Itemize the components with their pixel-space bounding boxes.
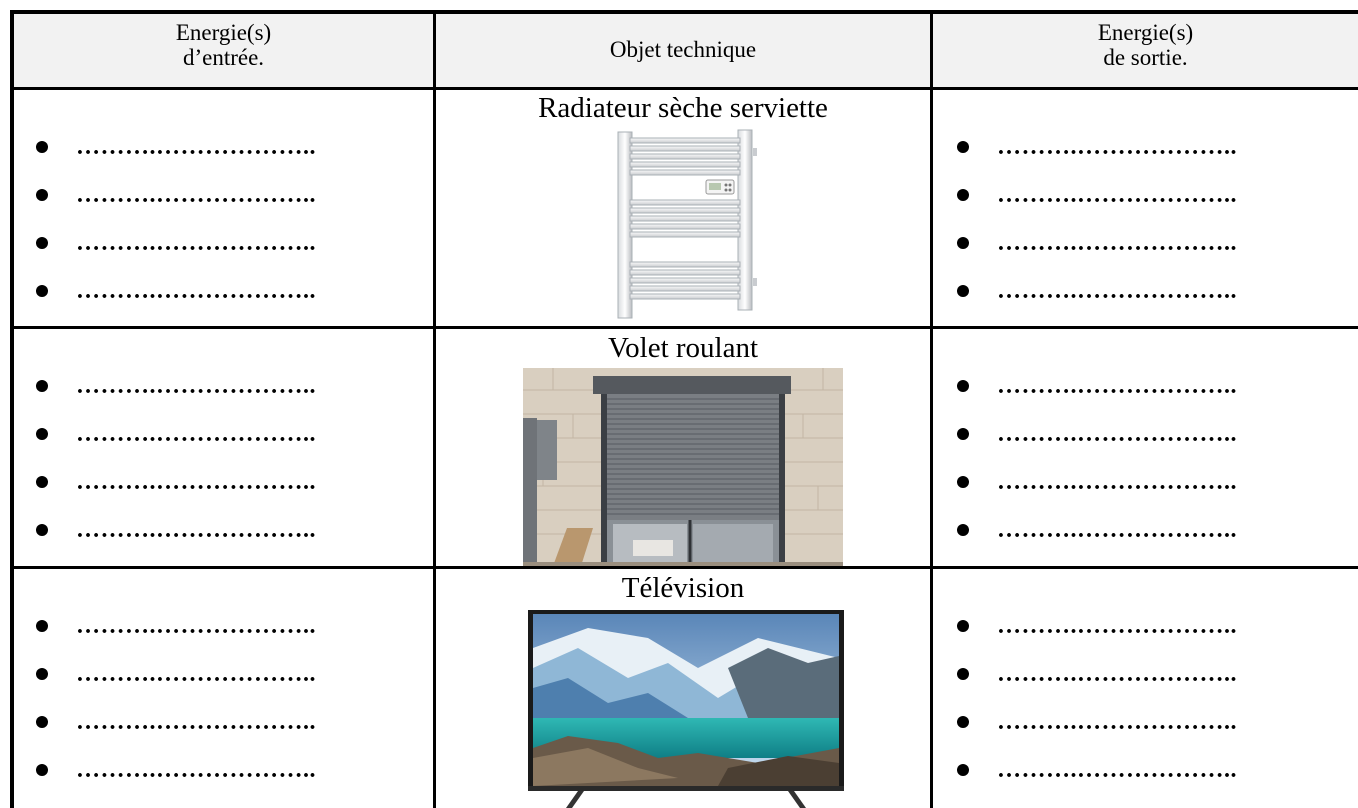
header-object	[436, 37, 930, 62]
bullet-icon	[957, 620, 969, 632]
bullet-icon	[36, 237, 48, 249]
answer-blank[interactable]: ……….………………..	[997, 517, 1237, 543]
bullet-icon	[957, 716, 969, 728]
row-divider	[10, 326, 1358, 329]
answer-blank[interactable]: ……….………………..	[76, 230, 316, 256]
answer-blank[interactable]: ……….………………..	[997, 757, 1237, 783]
roller-shutter-icon	[523, 368, 843, 566]
bullet-icon	[36, 476, 48, 488]
object-name: Volet roulant	[607, 332, 759, 364]
bullet-icon	[36, 668, 48, 680]
bullet-icon	[36, 716, 48, 728]
answer-blank[interactable]: ……….………………..	[76, 278, 316, 304]
answer-blank[interactable]: ……….………………..	[76, 757, 316, 783]
table-left-border	[10, 10, 14, 808]
bullet-icon	[36, 620, 48, 632]
header-input-energy	[14, 20, 433, 70]
header-input-subtitle: d’entrée.	[182, 45, 265, 70]
answer-blank[interactable]: ……….………………..	[997, 230, 1237, 256]
header-object-title: Objet technique	[609, 37, 757, 62]
bullet-icon	[957, 141, 969, 153]
bullet-icon	[957, 237, 969, 249]
answer-blank[interactable]: ……….………………..	[997, 661, 1237, 687]
header-output-subtitle: de sortie.	[1103, 45, 1188, 70]
bullet-icon	[957, 285, 969, 297]
column-divider	[433, 10, 436, 808]
header-output-title: Energie(s)	[1097, 20, 1194, 45]
bullet-icon	[36, 189, 48, 201]
bullet-icon	[957, 428, 969, 440]
answer-blank[interactable]: ……….………………..	[997, 182, 1237, 208]
answer-blank[interactable]: ……….………………..	[76, 373, 316, 399]
answer-blank[interactable]: ……….………………..	[997, 373, 1237, 399]
answer-blank[interactable]: ……….………………..	[76, 469, 316, 495]
bullet-icon	[36, 380, 48, 392]
answer-blank[interactable]: ……….………………..	[76, 421, 316, 447]
bullet-icon	[36, 428, 48, 440]
bullet-icon	[36, 141, 48, 153]
table-top-border	[10, 10, 1358, 14]
bullet-icon	[957, 524, 969, 536]
bullet-icon	[36, 285, 48, 297]
answer-blank[interactable]: ……….………………..	[997, 278, 1237, 304]
row-divider	[10, 566, 1358, 569]
column-divider	[930, 10, 933, 808]
object-name: Radiateur sèche serviette	[538, 92, 828, 124]
answer-blank[interactable]: ……….………………..	[997, 469, 1237, 495]
answer-blank[interactable]: ……….………………..	[76, 613, 316, 639]
answer-blank[interactable]: ……….………………..	[76, 709, 316, 735]
bullet-icon	[957, 189, 969, 201]
answer-blank[interactable]: ……….………………..	[76, 517, 316, 543]
bullet-icon	[957, 668, 969, 680]
bullet-icon	[957, 476, 969, 488]
bullet-icon	[36, 764, 48, 776]
bullet-icon	[957, 380, 969, 392]
header-output-energy	[933, 20, 1358, 70]
answer-blank[interactable]: ……….………………..	[997, 709, 1237, 735]
bullet-icon	[36, 524, 48, 536]
bullet-icon	[957, 764, 969, 776]
answer-blank[interactable]: ……….………………..	[76, 661, 316, 687]
header-input-title: Energie(s)	[175, 20, 272, 45]
answer-blank[interactable]: ……….………………..	[997, 421, 1237, 447]
television-icon	[528, 608, 844, 808]
object-name: Télévision	[621, 572, 745, 604]
answer-blank[interactable]: ……….………………..	[997, 613, 1237, 639]
towel-radiator-icon	[610, 128, 770, 324]
answer-blank[interactable]: ……….………………..	[997, 134, 1237, 160]
row-divider	[10, 87, 1358, 90]
answer-blank[interactable]: ……….………………..	[76, 182, 316, 208]
answer-blank[interactable]: ……….………………..	[76, 134, 316, 160]
